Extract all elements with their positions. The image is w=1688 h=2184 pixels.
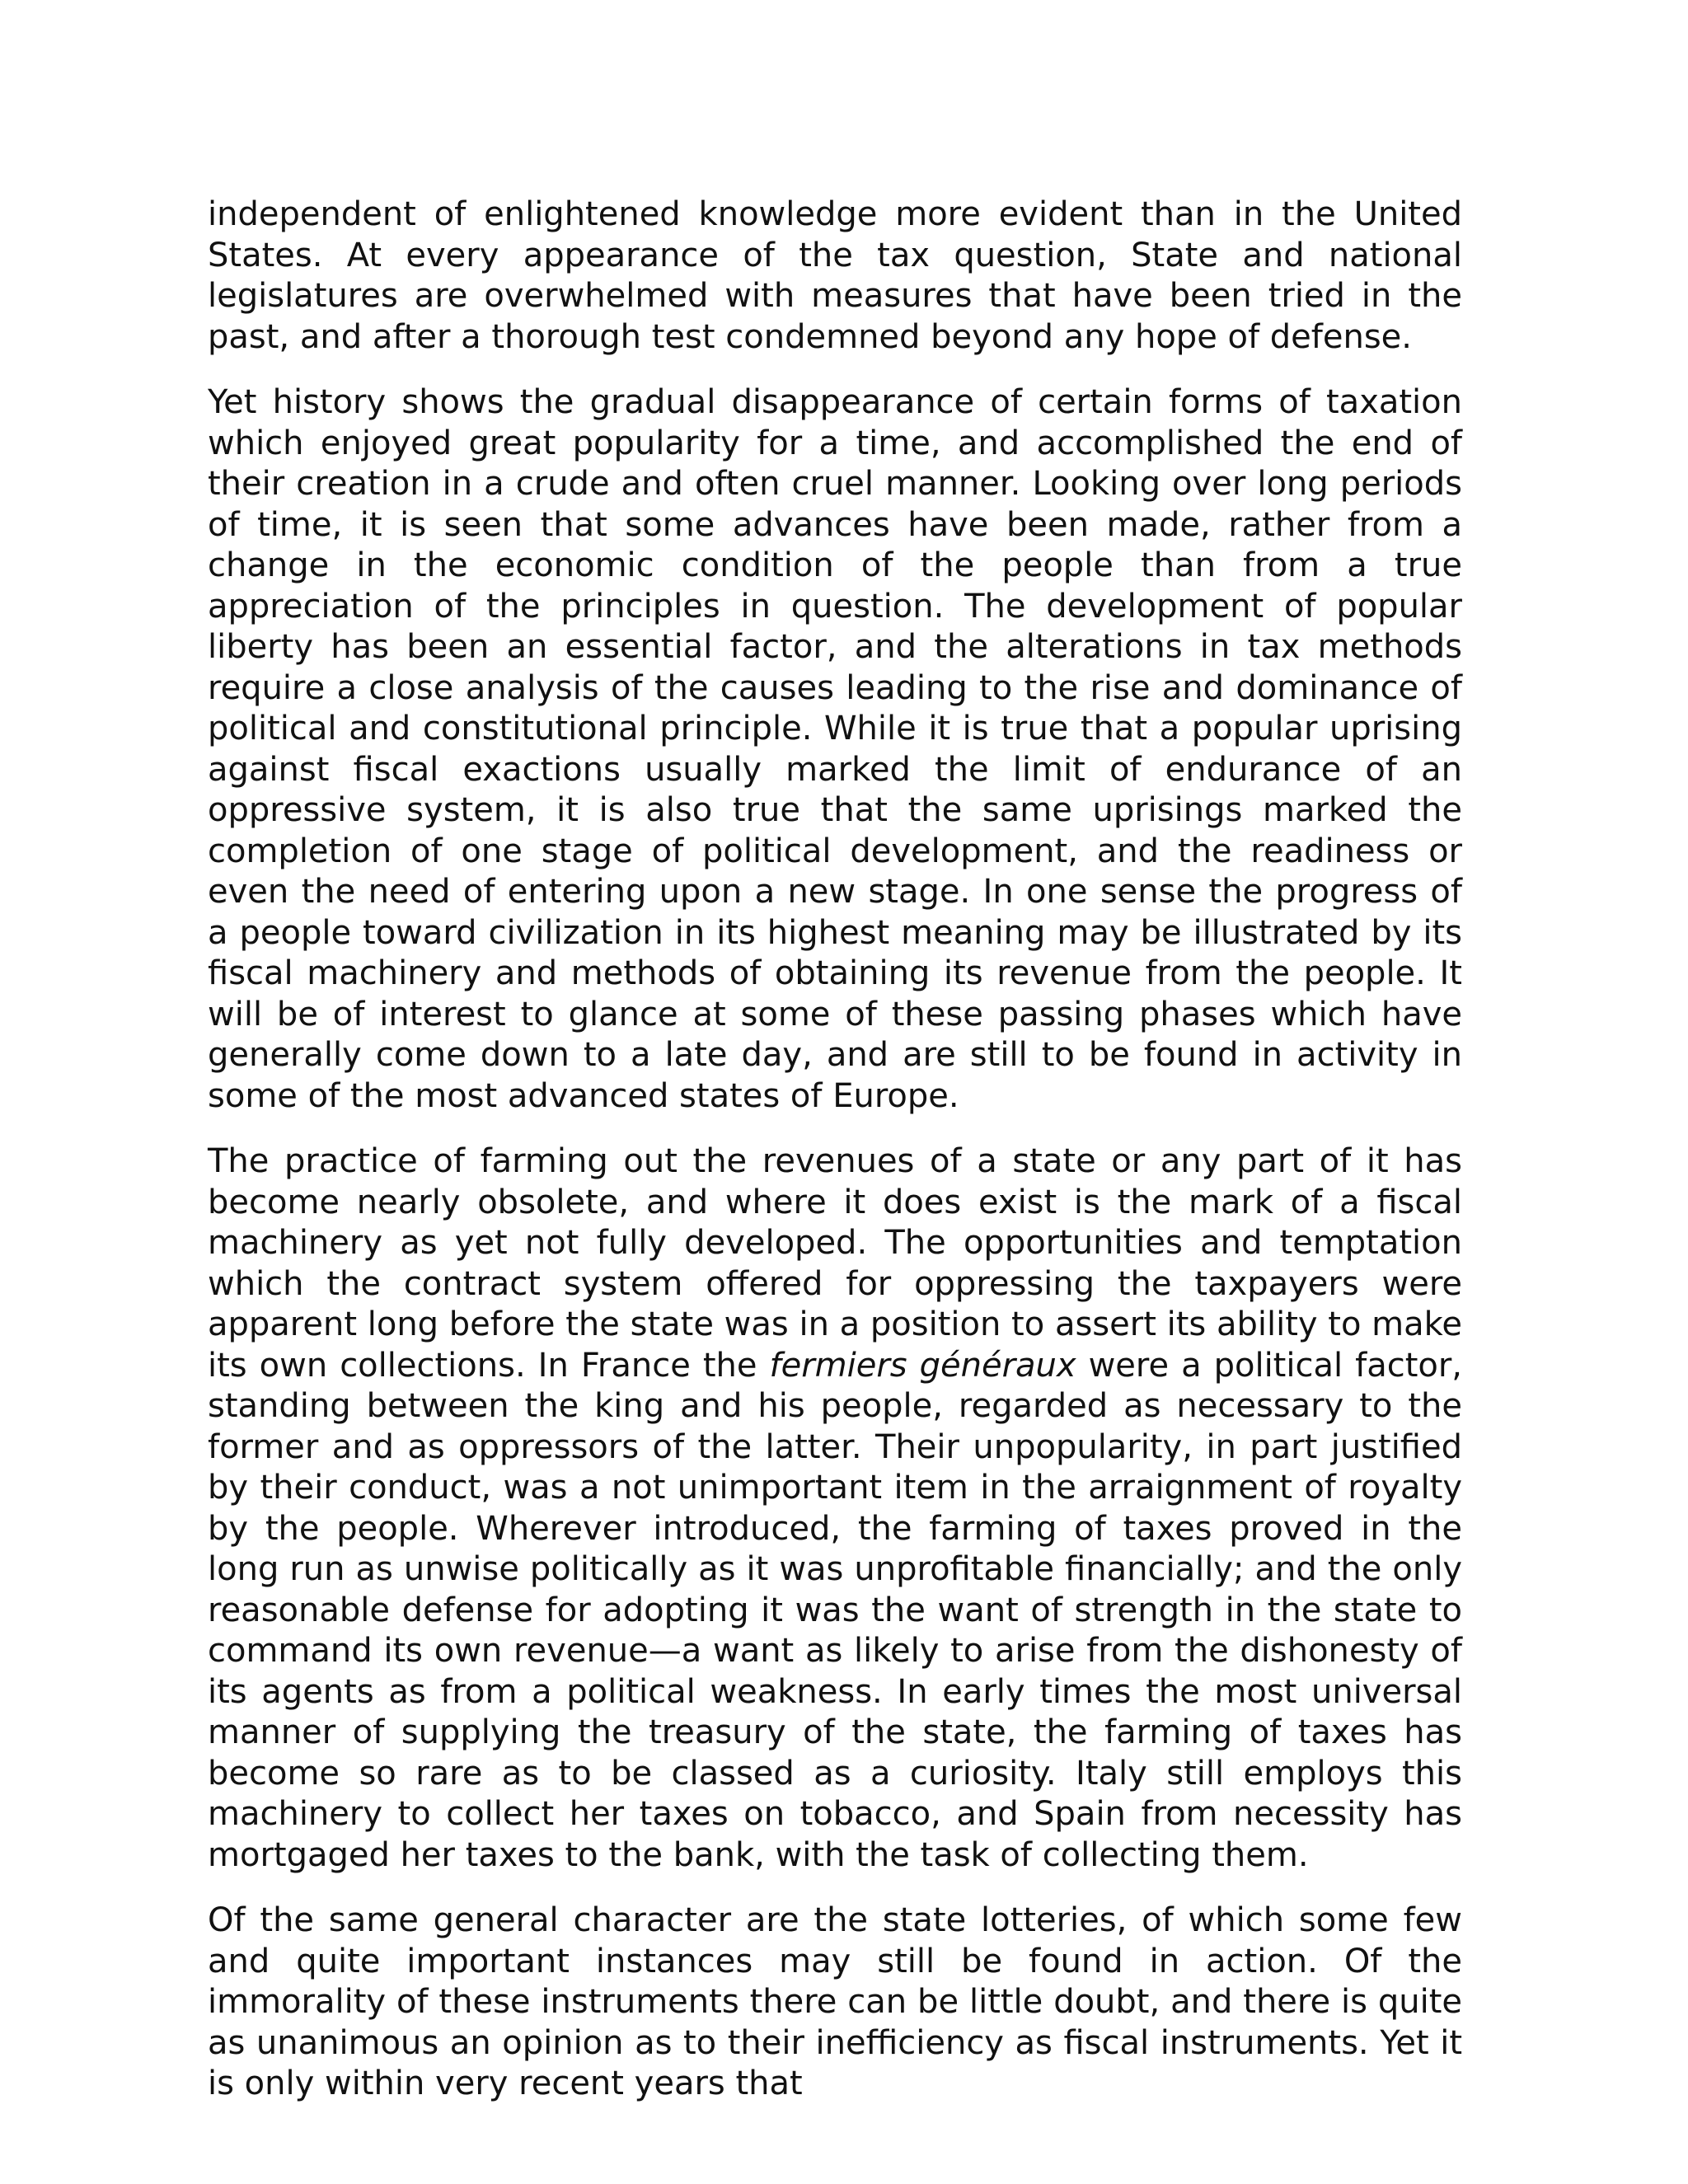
- italic-term: fermiers généraux: [769, 1346, 1076, 1385]
- paragraph-text: The practice of farming out the revenues of a state or any part of it has become nearly obsolete, and where it does exist is the mark of a fiscal machinery as yet not fully developed. The opportunities and temptation which the contract system offered for oppressing the taxpayers were apparent long before the state was in a position to assert its ability to make its own collections. In France the: [208, 1142, 1462, 1385]
- paragraph-2: [208, 382, 1462, 1117]
- document-page: [208, 194, 1462, 2130]
- paragraph-text: Yet history shows the gradual disappearance of certain forms of taxation which enjoyed great popularity for a time, and accomplished the end of their creation in a crude and often cruel manner. Looking over long periods of time, it is seen that some advances have been made, rather from a change in the economic condition of the people than from a true appreciation of the principles in question. The development of popular liberty has been an essential factor, and the alterations in tax methods require a close analysis of the causes leading to the rise and dominance of political and constitutional principle. While it is true that a popular uprising against fiscal exactions usually marked the limit of endurance of an oppressive system, it is also true that the same uprisings marked the completion of one stage of political development, and the readiness or even the need of entering upon a new stage. In one sense the progress of a people toward civilization in its highest meaning may be illustrated by its fiscal machinery and methods of obtaining its revenue from the people. It will be of interest to glance at some of these passing phases which have generally come down to a late day, and are still to be found in activity in some of the most advanced states of Europe.: [208, 383, 1462, 1115]
- paragraph-3: [208, 1141, 1462, 1876]
- paragraph-text: were a political factor, standing between the king and his people, regarded as necessary to the former and as oppressors of the latter. Their unpopularity, in part justified by their conduct, was a not unimportant item in the arraignment of royalty by the people. Wherever introduced, the farming of taxes proved in the long run as unwise politically as it was unprofitable financially; and the only reasonable defense for adopting it was the want of strength in the state to command its own revenue—a want as likely to arise from the dishonesty of its agents as from a political weakness. In early times the most universal manner of supplying the treasury of the state, the farming of taxes has become so rare as to be classed as a curiosity. Italy still employs this machinery to collect her taxes on tobacco, and Spain from necessity has mortgaged her taxes to the bank, with the task of collecting them.: [208, 1346, 1463, 1874]
- paragraph-text: Of the same general character are the state lotteries, of which some few and quite important instances may still be found in action. Of the immorality of these instruments there can be little doubt, and there is quite as unanimous an opinion as to their inefficiency as fiscal instruments. Yet it is only within very recent years that: [208, 1901, 1462, 2102]
- paragraph-1: [208, 194, 1462, 358]
- paragraph-4: [208, 1900, 1462, 2105]
- paragraph-text: independent of enlightened knowledge more evident than in the United States. At every appearance of the tax question, State and national legislatures are overwhelmed with measures that have been tried in the past, and after a thorough test condemned beyond any hope of defense.: [208, 195, 1462, 356]
